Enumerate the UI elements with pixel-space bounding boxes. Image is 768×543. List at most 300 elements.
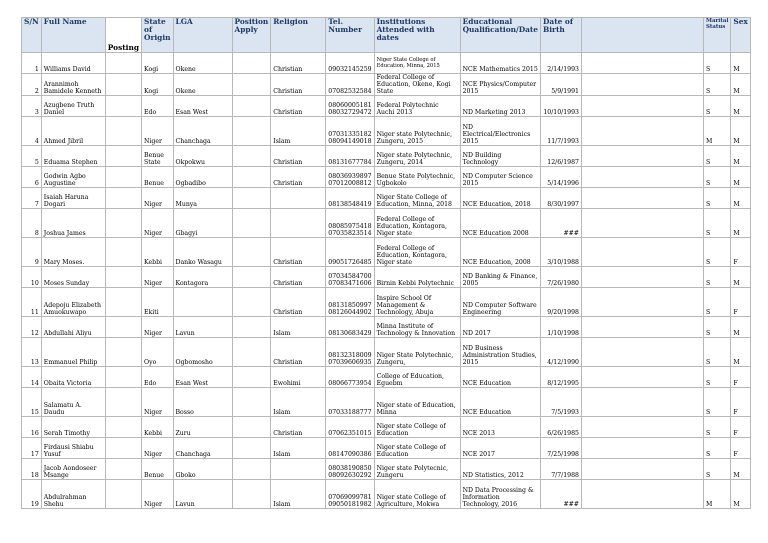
cell-marital[interactable]: S: [704, 267, 731, 288]
cell-religion[interactable]: Christian: [271, 417, 326, 438]
table-row: [22, 459, 751, 480]
cell-dob[interactable]: 3/10/1988: [541, 238, 582, 267]
cell-posting[interactable]: [105, 146, 141, 167]
header-full-name[interactable]: Full Name: [41, 18, 105, 53]
cell-lga[interactable]: Okene: [173, 53, 232, 74]
cell-sn[interactable]: 4: [22, 117, 42, 146]
cell-state[interactable]: Niger: [142, 388, 173, 417]
cell-sn[interactable]: 11: [22, 288, 42, 317]
header-position[interactable]: Position Apply: [232, 18, 271, 53]
cell-state[interactable]: Niger: [142, 117, 173, 146]
cell-sex[interactable]: M: [731, 188, 750, 209]
table-row: [22, 317, 751, 338]
cell-state[interactable]: Niger: [142, 209, 173, 238]
cell-spacer[interactable]: [582, 417, 704, 438]
cell-position[interactable]: [232, 459, 271, 480]
cell-spacer[interactable]: [582, 146, 704, 167]
header-row: [22, 18, 751, 53]
cell-full-name[interactable]: Ahmed Jibril: [41, 117, 105, 146]
cell-religion[interactable]: Christian: [271, 53, 326, 74]
cell-posting[interactable]: [105, 238, 141, 267]
cell-dob[interactable]: 7/7/1988: [541, 459, 582, 480]
cell-qualification[interactable]: NCE Education, 2018: [460, 188, 540, 209]
cell-full-name[interactable]: Salamatu A. Daudu: [41, 388, 105, 417]
cell-marital[interactable]: S: [704, 167, 731, 188]
cell-position[interactable]: [232, 367, 271, 388]
cell-dob[interactable]: 10/10/1993: [541, 96, 582, 117]
cell-dob[interactable]: 11/7/1993: [541, 117, 582, 146]
table-row: [22, 288, 751, 317]
cell-sex[interactable]: M: [731, 480, 750, 509]
header-tel[interactable]: Tel. Number: [326, 18, 374, 53]
cell-posting[interactable]: [105, 367, 141, 388]
cell-religion[interactable]: Islam: [271, 317, 326, 338]
header-lga[interactable]: LGA: [173, 18, 232, 53]
cell-marital[interactable]: S: [704, 74, 731, 96]
cell-religion[interactable]: Christian: [271, 267, 326, 288]
cell-sex[interactable]: M: [731, 74, 750, 96]
cell-qualification[interactable]: ND Data Processing & Information Technology, 2016: [460, 480, 540, 509]
cell-religion[interactable]: Christian: [271, 338, 326, 367]
cell-institution[interactable]: Birnin Kebbi Polytechnic: [374, 267, 460, 288]
cell-sn[interactable]: 17: [22, 438, 42, 459]
cell-sn[interactable]: 12: [22, 317, 42, 338]
cell-spacer[interactable]: [582, 96, 704, 117]
cell-sn[interactable]: 15: [22, 388, 42, 417]
cell-sex[interactable]: F: [731, 417, 750, 438]
cell-sn[interactable]: 6: [22, 167, 42, 188]
header-religion[interactable]: Religion: [271, 18, 326, 53]
header-posting[interactable]: Posting: [105, 18, 141, 53]
cell-institution[interactable]: Niger state College of Agriculture, Mokwa: [374, 480, 460, 509]
header-dob[interactable]: Date of Birth: [541, 18, 582, 53]
cell-position[interactable]: [232, 417, 271, 438]
cell-sn[interactable]: 19: [22, 480, 42, 509]
cell-institution[interactable]: Niger state of Education, Minna: [374, 388, 460, 417]
cell-state[interactable]: Ekiti: [142, 288, 173, 317]
table-row: [22, 167, 751, 188]
cell-full-name[interactable]: Emmanuel Philip: [41, 338, 105, 367]
cell-full-name[interactable]: Obaita Victoria: [41, 367, 105, 388]
cell-posting[interactable]: [105, 438, 141, 459]
cell-institution[interactable]: Niger state Polytecnic, Zungeru: [374, 459, 460, 480]
cell-institution[interactable]: Federal Polytechnic Auchi 2013: [374, 96, 460, 117]
cell-marital[interactable]: S: [704, 53, 731, 74]
cell-tel[interactable]: 08038190850 08092630292: [326, 459, 374, 480]
cell-tel[interactable]: 09051726485: [326, 238, 374, 267]
cell-sex[interactable]: F: [731, 438, 750, 459]
cell-state[interactable]: Niger: [142, 317, 173, 338]
cell-institution[interactable]: Federal College of Education, Kontagora, Niger state: [374, 209, 460, 238]
cell-full-name[interactable]: Firdausi Shiabu Yusuf: [41, 438, 105, 459]
table-row: [22, 338, 751, 367]
cell-spacer[interactable]: [582, 238, 704, 267]
cell-state[interactable]: Kogi: [142, 74, 173, 96]
cell-marital[interactable]: M: [704, 117, 731, 146]
table-row: [22, 53, 751, 74]
cell-lga[interactable]: [173, 288, 232, 317]
cell-position[interactable]: [232, 238, 271, 267]
cell-dob[interactable]: 4/12/1990: [541, 338, 582, 367]
cell-dob[interactable]: 12/6/1987: [541, 146, 582, 167]
cell-qualification[interactable]: ND 2017: [460, 317, 540, 338]
cell-tel[interactable]: 07069099781 09050181982: [326, 480, 374, 509]
cell-religion[interactable]: Christian: [271, 288, 326, 317]
cell-marital[interactable]: S: [704, 438, 731, 459]
cell-sex[interactable]: M: [731, 96, 750, 117]
cell-tel[interactable]: 08147090386: [326, 438, 374, 459]
cell-position[interactable]: [232, 288, 271, 317]
cell-position[interactable]: [232, 167, 271, 188]
cell-institution[interactable]: Inspire School Of Management & Technology, Abuja: [374, 288, 460, 317]
cell-full-name[interactable]: Joshua James: [41, 209, 105, 238]
table-row: [22, 117, 751, 146]
cell-posting[interactable]: [105, 417, 141, 438]
cell-religion[interactable]: Christian: [271, 96, 326, 117]
cell-full-name[interactable]: Abdullahi Aliyu: [41, 317, 105, 338]
cell-lga[interactable]: Lavun: [173, 317, 232, 338]
cell-full-name[interactable]: Godwin Agbo Augustine: [41, 167, 105, 188]
cell-sn[interactable]: 14: [22, 367, 42, 388]
cell-qualification[interactable]: ND Banking & Finance, 2005: [460, 267, 540, 288]
header-institutions[interactable]: Institutions Attended with dates: [374, 18, 460, 53]
table-row: [22, 267, 751, 288]
cell-sex[interactable]: M: [731, 53, 750, 74]
cell-qualification[interactable]: NCE 2013: [460, 417, 540, 438]
cell-state[interactable]: Edo: [142, 367, 173, 388]
cell-institution[interactable]: Niger State College of Education, Minna, 2015: [374, 53, 460, 74]
cell-institution[interactable]: Niger state Polytechnic, Zungeru, 2015: [374, 117, 460, 146]
cell-religion[interactable]: Christian: [271, 146, 326, 167]
table-row: [22, 74, 751, 96]
cell-sn[interactable]: 7: [22, 188, 42, 209]
cell-lga[interactable]: Esan West: [173, 96, 232, 117]
cell-dob[interactable]: 5/9/1991: [541, 74, 582, 96]
cell-tel[interactable]: 08130683429: [326, 317, 374, 338]
cell-marital[interactable]: S: [704, 288, 731, 317]
cell-marital[interactable]: S: [704, 367, 731, 388]
cell-qualification[interactable]: NCE Education 2008: [460, 209, 540, 238]
cell-sex[interactable]: M: [731, 209, 750, 238]
cell-spacer[interactable]: [582, 338, 704, 367]
cell-qualification[interactable]: ND Business Administration Studies, 2015: [460, 338, 540, 367]
cell-posting[interactable]: [105, 117, 141, 146]
cell-position[interactable]: [232, 53, 271, 74]
cell-position[interactable]: [232, 74, 271, 96]
cell-posting[interactable]: [105, 209, 141, 238]
cell-spacer[interactable]: [582, 388, 704, 417]
cell-qualification[interactable]: ND Electrical/Electronics 2015: [460, 117, 540, 146]
cell-full-name[interactable]: Azugbene Truth Daniel: [41, 96, 105, 117]
cell-institution[interactable]: Niger State College of Education, Minna, 2018: [374, 188, 460, 209]
cell-full-name[interactable]: Serah Timothy: [41, 417, 105, 438]
cell-sn[interactable]: 13: [22, 338, 42, 367]
cell-lga[interactable]: Munya: [173, 188, 232, 209]
cell-religion[interactable]: Islam: [271, 388, 326, 417]
cell-sn[interactable]: 3: [22, 96, 42, 117]
cell-lga[interactable]: Lavun: [173, 480, 232, 509]
cell-state[interactable]: Niger: [142, 438, 173, 459]
cell-lga[interactable]: Okpokwu: [173, 146, 232, 167]
cell-state[interactable]: Benue State: [142, 146, 173, 167]
table-row: [22, 480, 751, 509]
cell-lga[interactable]: Ogbomosho: [173, 338, 232, 367]
cell-full-name[interactable]: Williams David: [41, 53, 105, 74]
cell-dob[interactable]: 7/5/1993: [541, 388, 582, 417]
header-sn[interactable]: S/N: [22, 18, 42, 53]
table-row: [22, 209, 751, 238]
cell-sex[interactable]: M: [731, 338, 750, 367]
cell-qualification[interactable]: NCE 2017: [460, 438, 540, 459]
cell-full-name[interactable]: Adepoju Elizabeth Amuokuwapo: [41, 288, 105, 317]
cell-spacer[interactable]: [582, 188, 704, 209]
cell-dob[interactable]: 9/20/1998: [541, 288, 582, 317]
cell-position[interactable]: [232, 146, 271, 167]
cell-institution[interactable]: College of Education, Eguebm: [374, 367, 460, 388]
cell-spacer[interactable]: [582, 480, 704, 509]
cell-state[interactable]: Kogi: [142, 53, 173, 74]
cell-qualification[interactable]: NCE Physics/Computer 2015: [460, 74, 540, 96]
table-row: [22, 417, 751, 438]
cell-sn[interactable]: 16: [22, 417, 42, 438]
cell-lga[interactable]: Danko Wasagu: [173, 238, 232, 267]
cell-sn[interactable]: 18: [22, 459, 42, 480]
cell-sex[interactable]: F: [731, 367, 750, 388]
cell-sex[interactable]: M: [731, 146, 750, 167]
cell-institution[interactable]: Niger state College of Education: [374, 438, 460, 459]
cell-sex[interactable]: M: [731, 267, 750, 288]
cell-tel[interactable]: 08138548419: [326, 188, 374, 209]
cell-qualification[interactable]: ND Computer Science 2015: [460, 167, 540, 188]
cell-position[interactable]: [232, 317, 271, 338]
cell-state[interactable]: Niger: [142, 267, 173, 288]
cell-dob[interactable]: 2/14/1993: [541, 53, 582, 74]
cell-marital[interactable]: S: [704, 459, 731, 480]
cell-lga[interactable]: Chanchaga: [173, 117, 232, 146]
cell-posting[interactable]: [105, 388, 141, 417]
cell-spacer[interactable]: [582, 288, 704, 317]
cell-tel[interactable]: 07031335182 08094149018: [326, 117, 374, 146]
cell-sn[interactable]: 9: [22, 238, 42, 267]
cell-spacer[interactable]: [582, 53, 704, 74]
cell-sex[interactable]: M: [731, 167, 750, 188]
cell-dob[interactable]: ###: [541, 480, 582, 509]
cell-lga[interactable]: Gboko: [173, 459, 232, 480]
cell-posting[interactable]: [105, 288, 141, 317]
cell-sex[interactable]: F: [731, 388, 750, 417]
cell-marital[interactable]: S: [704, 209, 731, 238]
cell-posting[interactable]: [105, 480, 141, 509]
cell-dob[interactable]: 7/26/1980: [541, 267, 582, 288]
header-qualification[interactable]: Educational Qualification/Date: [460, 18, 540, 53]
table-row: [22, 146, 751, 167]
cell-qualification[interactable]: NCE Education, 2008: [460, 238, 540, 267]
cell-religion[interactable]: Islam: [271, 480, 326, 509]
cell-marital[interactable]: S: [704, 238, 731, 267]
cell-religion[interactable]: Islam: [271, 438, 326, 459]
cell-position[interactable]: [232, 388, 271, 417]
cell-position[interactable]: [232, 117, 271, 146]
cell-spacer[interactable]: [582, 209, 704, 238]
cell-tel[interactable]: 08131677784: [326, 146, 374, 167]
cell-spacer[interactable]: [582, 317, 704, 338]
cell-sex[interactable]: F: [731, 288, 750, 317]
cell-position[interactable]: [232, 480, 271, 509]
cell-lga[interactable]: Esan West: [173, 367, 232, 388]
cell-tel[interactable]: 08132318009 07039606935: [326, 338, 374, 367]
cell-position[interactable]: [232, 438, 271, 459]
applicants-sheet: [21, 17, 751, 509]
cell-full-name[interactable]: Jacob Aondoseer Msange: [41, 459, 105, 480]
cell-institution[interactable]: Federal College of Education, Kontagora, Niger state: [374, 238, 460, 267]
cell-position[interactable]: [232, 338, 271, 367]
cell-lga[interactable]: Okene: [173, 74, 232, 96]
cell-dob[interactable]: 7/25/1998: [541, 438, 582, 459]
cell-posting[interactable]: [105, 267, 141, 288]
cell-tel[interactable]: 08085975418 07035823514: [326, 209, 374, 238]
cell-religion[interactable]: Islam: [271, 117, 326, 146]
cell-marital[interactable]: S: [704, 338, 731, 367]
cell-religion[interactable]: [271, 209, 326, 238]
cell-tel[interactable]: 07062351015: [326, 417, 374, 438]
cell-spacer[interactable]: [582, 367, 704, 388]
cell-lga[interactable]: Zuru: [173, 417, 232, 438]
cell-posting[interactable]: [105, 74, 141, 96]
cell-marital[interactable]: S: [704, 417, 731, 438]
cell-position[interactable]: [232, 209, 271, 238]
cell-state[interactable]: Benue: [142, 167, 173, 188]
cell-spacer[interactable]: [582, 167, 704, 188]
cell-religion[interactable]: Christian: [271, 74, 326, 96]
cell-position[interactable]: [232, 267, 271, 288]
cell-lga[interactable]: Bosso: [173, 388, 232, 417]
cell-spacer[interactable]: [582, 74, 704, 96]
cell-institution[interactable]: Federal College of Education, Okene, Kogi State: [374, 74, 460, 96]
cell-posting[interactable]: [105, 167, 141, 188]
cell-spacer[interactable]: [582, 267, 704, 288]
cell-marital[interactable]: S: [704, 146, 731, 167]
cell-state[interactable]: Kebbi: [142, 238, 173, 267]
cell-posting[interactable]: [105, 459, 141, 480]
cell-sn[interactable]: 8: [22, 209, 42, 238]
cell-tel[interactable]: 07034584700 07083471606: [326, 267, 374, 288]
cell-sex[interactable]: M: [731, 117, 750, 146]
cell-sn[interactable]: 2: [22, 74, 42, 96]
table-row: [22, 438, 751, 459]
cell-qualification[interactable]: NCE Education: [460, 367, 540, 388]
cell-position[interactable]: [232, 96, 271, 117]
cell-posting[interactable]: [105, 53, 141, 74]
cell-spacer[interactable]: [582, 117, 704, 146]
cell-qualification[interactable]: ND Statistics, 2012: [460, 459, 540, 480]
cell-sex[interactable]: M: [731, 459, 750, 480]
cell-full-name[interactable]: Arannimoh Bamidele Kenneth: [41, 74, 105, 96]
cell-full-name[interactable]: Isaiah Haruna Dogari: [41, 188, 105, 209]
cell-institution[interactable]: Minna Institute of Technology & Innovation: [374, 317, 460, 338]
table-row: [22, 388, 751, 417]
cell-dob[interactable]: 6/26/1985: [541, 417, 582, 438]
cell-religion[interactable]: [271, 459, 326, 480]
cell-lga[interactable]: Kontagora: [173, 267, 232, 288]
cell-posting[interactable]: [105, 317, 141, 338]
cell-full-name[interactable]: Abdulrahman Shehu: [41, 480, 105, 509]
cell-tel[interactable]: 08036939897 07012008812: [326, 167, 374, 188]
cell-tel[interactable]: 09032145259: [326, 53, 374, 74]
cell-tel[interactable]: 07033188777: [326, 388, 374, 417]
cell-marital[interactable]: M: [704, 480, 731, 509]
cell-dob[interactable]: 1/10/1998: [541, 317, 582, 338]
cell-qualification[interactable]: NCE Mathematics 2015: [460, 53, 540, 74]
cell-religion[interactable]: Ewohimi: [271, 367, 326, 388]
cell-sn[interactable]: 1: [22, 53, 42, 74]
cell-marital[interactable]: S: [704, 317, 731, 338]
cell-sex[interactable]: M: [731, 317, 750, 338]
cell-tel[interactable]: 08066773954: [326, 367, 374, 388]
cell-sex[interactable]: F: [731, 238, 750, 267]
header-marital[interactable]: Marital Status: [704, 18, 731, 53]
cell-sn[interactable]: 10: [22, 267, 42, 288]
cell-religion[interactable]: Christian: [271, 167, 326, 188]
cell-dob[interactable]: 8/12/1995: [541, 367, 582, 388]
cell-institution[interactable]: Benue State Polytechnic, Ugbokolo: [374, 167, 460, 188]
cell-full-name[interactable]: Mary Moses.: [41, 238, 105, 267]
cell-lga[interactable]: Ogbadibo: [173, 167, 232, 188]
cell-posting[interactable]: [105, 338, 141, 367]
cell-spacer[interactable]: [582, 438, 704, 459]
cell-dob[interactable]: 5/14/1996: [541, 167, 582, 188]
table-row: [22, 367, 751, 388]
cell-full-name[interactable]: Eduama Stephen: [41, 146, 105, 167]
header-state[interactable]: State of Origin: [142, 18, 173, 53]
cell-qualification[interactable]: NCE Education: [460, 388, 540, 417]
cell-qualification[interactable]: ND Marketing 2013: [460, 96, 540, 117]
cell-posting[interactable]: [105, 96, 141, 117]
header-spacer[interactable]: [582, 18, 704, 53]
header-sex[interactable]: Sex: [731, 18, 750, 53]
cell-religion[interactable]: [271, 188, 326, 209]
cell-state[interactable]: Niger: [142, 480, 173, 509]
cell-tel[interactable]: 08060005181 08032729472: [326, 96, 374, 117]
cell-state[interactable]: Oyo: [142, 338, 173, 367]
cell-position[interactable]: [232, 188, 271, 209]
cell-institution[interactable]: Niger state Polytechnic, Zungeru, 2014: [374, 146, 460, 167]
cell-marital[interactable]: S: [704, 188, 731, 209]
cell-lga[interactable]: Gbagyi: [173, 209, 232, 238]
table-row: [22, 96, 751, 117]
cell-qualification[interactable]: ND Computer Software Engineering: [460, 288, 540, 317]
cell-sn[interactable]: 5: [22, 146, 42, 167]
cell-state[interactable]: Niger: [142, 188, 173, 209]
cell-tel[interactable]: 08131850997 08126044902: [326, 288, 374, 317]
table-row: [22, 238, 751, 267]
cell-dob[interactable]: 8/30/1997: [541, 188, 582, 209]
cell-qualification[interactable]: ND Building Technology: [460, 146, 540, 167]
cell-institution[interactable]: Niger state College of Education: [374, 417, 460, 438]
cell-state[interactable]: Benue: [142, 459, 173, 480]
cell-marital[interactable]: S: [704, 96, 731, 117]
cell-dob[interactable]: ###: [541, 209, 582, 238]
cell-state[interactable]: Kebbi: [142, 417, 173, 438]
cell-full-name[interactable]: Moses Sunday: [41, 267, 105, 288]
cell-institution[interactable]: Niger State Polytechnic, Zungeru,: [374, 338, 460, 367]
cell-lga[interactable]: Chanchaga: [173, 438, 232, 459]
cell-state[interactable]: Edo: [142, 96, 173, 117]
cell-spacer[interactable]: [582, 459, 704, 480]
cell-marital[interactable]: S: [704, 388, 731, 417]
cell-tel[interactable]: 07082532584: [326, 74, 374, 96]
cell-religion[interactable]: Christian: [271, 238, 326, 267]
cell-posting[interactable]: [105, 188, 141, 209]
